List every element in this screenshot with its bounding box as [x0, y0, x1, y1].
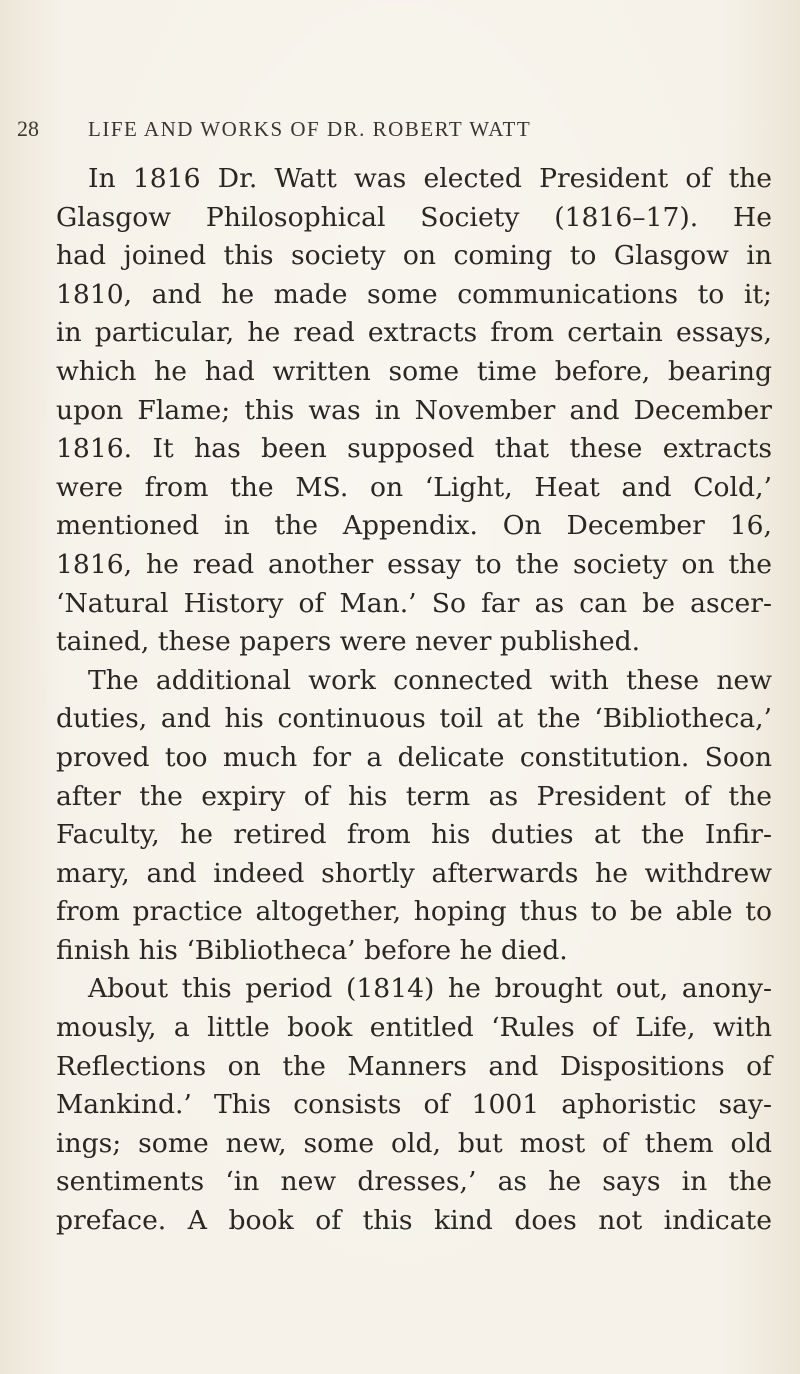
text-line: Glasgow Philosophical Society (1816–17). He [56, 201, 772, 233]
text-line: ings; some new, some old, but most of them old [56, 1127, 772, 1159]
text-line: mary, and indeed shortly afterwards he withdrew [56, 857, 772, 889]
text-line: mentioned in the Appendix. On December 16, [56, 510, 772, 542]
text-line: upon Flame; this was in November and December [56, 394, 772, 426]
text-line: sentiments ‘in new dresses,’ as he says in the [56, 1166, 772, 1198]
page-number: 28 [17, 116, 39, 141]
text-line: mously, a little book entitled ‘Rules of Life, with [56, 1012, 772, 1044]
text-line: In 1816 Dr. Watt was elected President of the [88, 163, 772, 194]
text-line: duties, and his continuous toil at the ‘Bibliotheca,’ [56, 703, 772, 735]
text-line: Mankind.’ This consists of 1001 aphoristic say- [56, 1089, 772, 1121]
text-line: were from the MS. on ‘Light, Heat and Cold,’ [56, 471, 772, 503]
text-line: Reflections on the Manners and Dispositions of [56, 1050, 772, 1082]
text-line: from practice altogether, hoping thus to be able to [56, 896, 772, 928]
text-line: ‘Natural History of Man.’ So far as can be ascer- [56, 587, 772, 619]
text-line: which he had written some time before, bearing [56, 355, 772, 387]
body-text [56, 160, 772, 1241]
text-line: 1810, and he made some communications to it; [56, 278, 772, 310]
text-line: The additional work connected with these new [88, 664, 772, 696]
text-line: preface. A book of this kind does not indicate [56, 1205, 772, 1237]
text-line: proved too much for a delicate constitution. Soon [56, 741, 772, 773]
text-line: finish his ‘Bibliotheca’ before he died. [56, 934, 568, 966]
text-line: About this period (1814) he brought out, anony- [88, 973, 772, 1005]
text-line: 1816. It has been supposed that these extracts [56, 433, 772, 465]
text-line: tained, these papers were never published. [56, 626, 641, 658]
running-head: LIFE AND WORKS OF DR. ROBERT WATT [88, 117, 532, 141]
text-line: after the expiry of his term as President of the [56, 780, 772, 812]
text-line: Faculty, he retired from his duties at the Infir- [56, 819, 772, 851]
text-line: had joined this society on coming to Glasgow in [56, 240, 772, 272]
text-line: in particular, he read extracts from certain essays, [56, 317, 772, 349]
text-line: 1816, he read another essay to the society on the [56, 548, 772, 580]
